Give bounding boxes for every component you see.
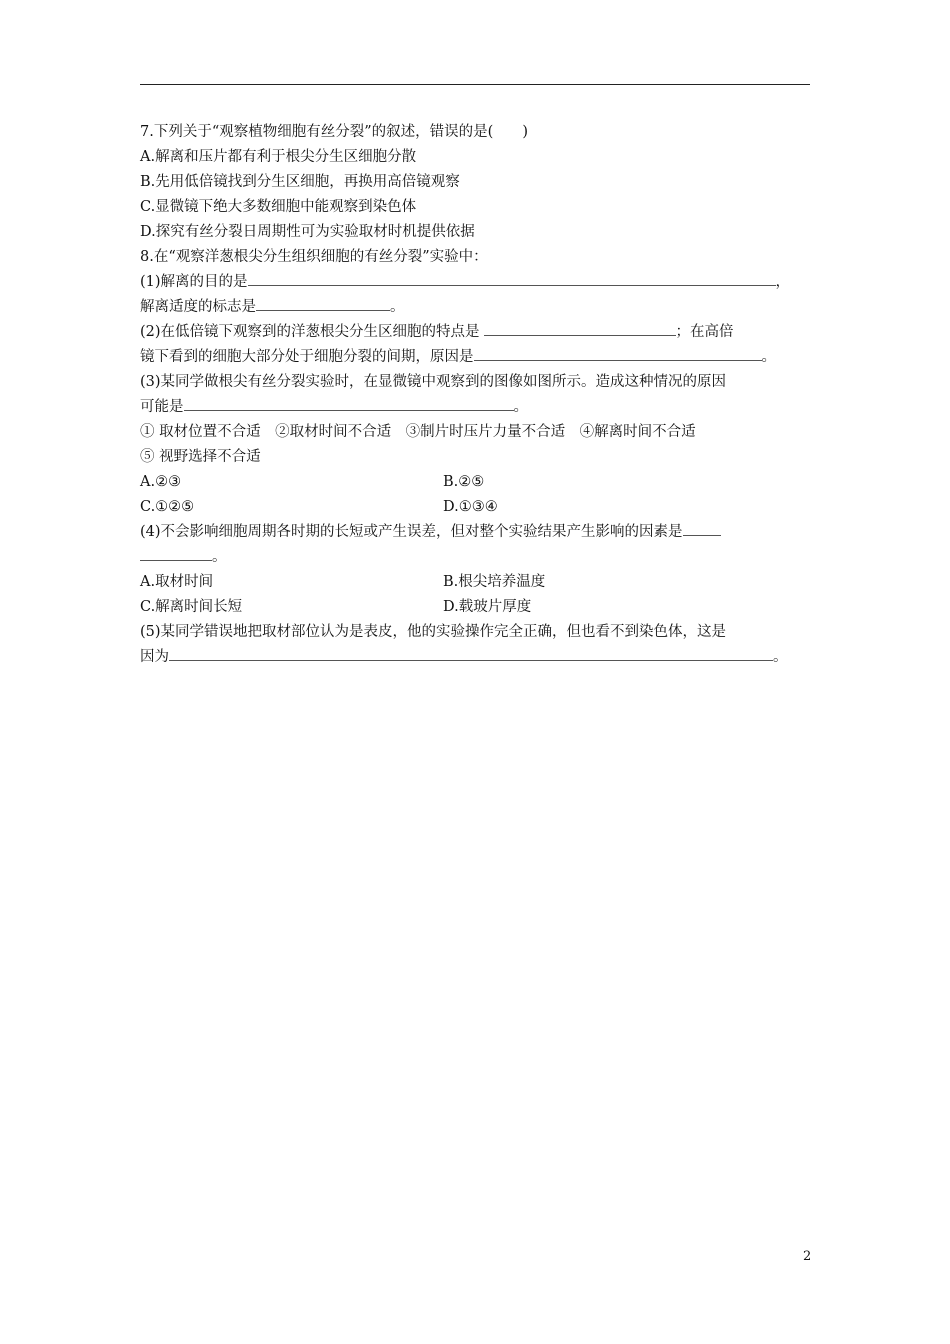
answer-blank[interactable] <box>248 270 776 286</box>
q7-option-a: A.解离和压片都有利于根尖分生区细胞分散 <box>140 149 417 165</box>
q8-part3-option-c: C.①②⑤ <box>140 499 195 515</box>
q8-part4-options-row2 <box>140 595 812 620</box>
answer-blank[interactable] <box>474 345 762 361</box>
q7-option-c: C.显微镜下绝大多数细胞中能观察到染色体 <box>140 199 417 215</box>
answer-blank[interactable] <box>169 645 773 661</box>
q8-part2-line2: 镜下看到的细胞大部分处于细胞分裂的间期，原因是 。 <box>140 345 812 370</box>
answer-blank[interactable] <box>140 545 212 561</box>
answer-blank[interactable] <box>484 320 676 336</box>
q8-part4-option-c: C.解离时间长短 <box>140 599 243 615</box>
header-rule <box>140 84 810 85</box>
q8-part2-line1: (2)在低倍镜下观察到的洋葱根尖分生区细胞的特点是 ；在高倍 <box>140 320 812 345</box>
document-body <box>140 120 812 670</box>
answer-blank[interactable] <box>683 520 721 536</box>
q8-part3-choices: ① 取材位置不合适 ②取材时间不合适 ③制片时压片力量不合适 ④解离时间不合适 <box>140 424 696 440</box>
q8-part4-line2: 。 <box>140 545 812 570</box>
q8-part4-options-row1 <box>140 570 812 595</box>
q8-part3-option-b: B.②⑤ <box>443 474 485 490</box>
answer-blank[interactable] <box>184 395 514 411</box>
q8-part3-line2: 可能是 。 <box>140 395 812 420</box>
q7-stem: 7.下列关于“观察植物细胞有丝分裂”的叙述，错误的是( ) <box>140 124 528 140</box>
q8-part3-options-row2 <box>140 495 812 520</box>
q8-part3-option-a: A.②③ <box>140 474 182 490</box>
answer-blank[interactable] <box>256 295 390 311</box>
q8-part5-line2: 因为 。 <box>140 645 812 670</box>
q7-option-b: B.先用低倍镜找到分生区细胞，再换用高倍镜观察 <box>140 174 460 190</box>
q7-option-d: D.探究有丝分裂日周期性可为实验取材时机提供依据 <box>140 224 475 240</box>
q8-part3-option-d: D.①③④ <box>443 499 498 515</box>
q8-part5-line1: (5)某同学错误地把取材部位认为是表皮，他的实验操作完全正确，但也看不到染色体，这是 <box>140 624 727 640</box>
q8-part4-option-d: D.载玻片厚度 <box>443 599 532 615</box>
q8-part3-options-row1 <box>140 470 812 495</box>
q8-part4-line1: (4)不会影响细胞周期各时期的长短或产生误差，但对整个实验结果产生影响的因素是 <box>140 520 812 545</box>
q8-part3-choice-5: ⑤ 视野选择不合适 <box>140 449 261 465</box>
q8-part4-option-a: A.取材时间 <box>140 574 214 590</box>
q8-part1-line2: 解离适度的标志是 。 <box>140 295 812 320</box>
page-number: 2 <box>803 1249 812 1264</box>
q8-part3-line1: (3)某同学做根尖有丝分裂实验时，在显微镜中观察到的图像如图所示。造成这种情况的原因 <box>140 374 727 390</box>
q8-stem: 8.在“观察洋葱根尖分生组织细胞的有丝分裂”实验中： <box>140 249 488 265</box>
q8-part1-line1: (1)解离的目的是 ， <box>140 270 812 295</box>
q8-part4-option-b: B.根尖培养温度 <box>443 574 546 590</box>
